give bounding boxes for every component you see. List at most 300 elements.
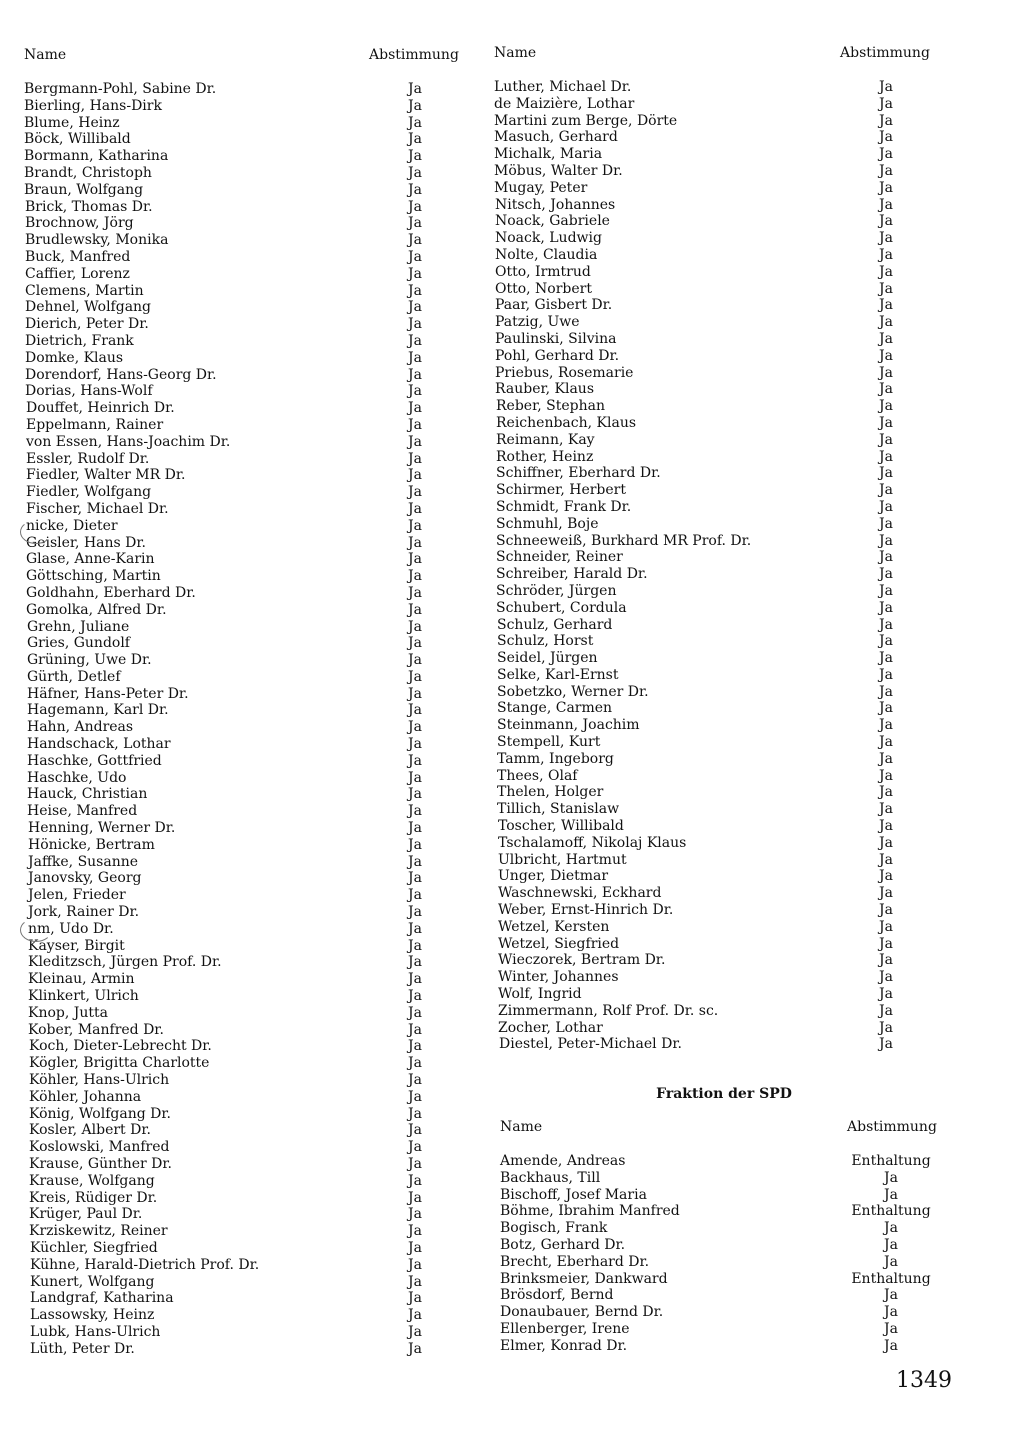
table-row bbox=[494, 801, 954, 818]
vote-value: Ja bbox=[879, 683, 893, 700]
member-name: Braun, Wolfgang bbox=[24, 181, 144, 198]
member-name: Backhaus, Till bbox=[500, 1169, 601, 1186]
vote-value: Ja bbox=[408, 1273, 422, 1290]
left-header-vote: Abstimmung bbox=[369, 47, 459, 63]
vote-value: Ja bbox=[408, 1189, 422, 1206]
member-name: Jork, Rainer Dr. bbox=[28, 904, 140, 921]
vote-value: Ja bbox=[408, 215, 422, 232]
table-row bbox=[24, 1173, 474, 1190]
table-row bbox=[494, 180, 954, 197]
vote-value: Ja bbox=[879, 515, 893, 532]
table-row bbox=[494, 717, 954, 734]
table-row bbox=[494, 1036, 954, 1053]
vote-value: Ja bbox=[884, 1169, 898, 1186]
vote-value: Ja bbox=[879, 230, 893, 247]
table-row bbox=[494, 516, 954, 533]
member-name: Martini zum Berge, Dörte bbox=[494, 112, 678, 129]
table-row bbox=[24, 719, 474, 736]
table-row bbox=[24, 837, 474, 854]
vote-value: Ja bbox=[408, 114, 422, 131]
vote-value: Ja bbox=[408, 349, 422, 366]
vote-value: Ja bbox=[408, 467, 422, 484]
vote-value: Ja bbox=[879, 633, 893, 650]
member-name: Kosler, Albert Dr. bbox=[29, 1122, 151, 1139]
member-name: Otto, Irmtrud bbox=[495, 263, 591, 280]
member-name: Hahn, Andreas bbox=[27, 719, 134, 736]
vote-value: Ja bbox=[879, 986, 893, 1003]
vote-value: Ja bbox=[408, 971, 422, 988]
table-row bbox=[494, 768, 954, 785]
table-row bbox=[494, 197, 954, 214]
vote-value: Ja bbox=[879, 465, 893, 482]
table-row bbox=[494, 566, 954, 583]
vote-value: Ja bbox=[879, 347, 893, 364]
vote-value: Ja bbox=[408, 635, 422, 652]
table-row bbox=[494, 650, 954, 667]
vote-value: Ja bbox=[879, 868, 893, 885]
table-row bbox=[494, 146, 954, 163]
table-row bbox=[494, 499, 954, 516]
vote-value: Ja bbox=[879, 280, 893, 297]
vote-value: Ja bbox=[879, 448, 893, 465]
member-name: Zimmermann, Rolf Prof. Dr. sc. bbox=[498, 1002, 719, 1019]
member-name: Koch, Dieter-Lebrecht Dr. bbox=[29, 1038, 212, 1055]
member-name: Dorendorf, Hans-Georg Dr. bbox=[25, 366, 217, 383]
vote-value: Ja bbox=[879, 498, 893, 515]
vote-value: Ja bbox=[408, 316, 422, 333]
member-name: Bischoff, Josef Maria bbox=[500, 1186, 647, 1203]
vote-value: Ja bbox=[408, 1340, 422, 1357]
table-row bbox=[494, 79, 954, 96]
vote-value: Ja bbox=[884, 1304, 898, 1321]
vote-value: Ja bbox=[408, 568, 422, 585]
vote-value: Ja bbox=[408, 1122, 422, 1139]
member-name: Bierling, Hans-Dirk bbox=[24, 97, 162, 114]
vote-value: Ja bbox=[879, 935, 893, 952]
vote-value: Ja bbox=[408, 584, 422, 601]
table-row bbox=[24, 417, 474, 434]
member-name: Thees, Olaf bbox=[497, 767, 578, 784]
table-row bbox=[24, 451, 474, 468]
member-name: Paar, Gisbert Dr. bbox=[495, 297, 613, 314]
table-row bbox=[494, 751, 954, 768]
vote-value: Ja bbox=[408, 769, 422, 786]
vote-value: Ja bbox=[408, 1206, 422, 1223]
vote-value: Ja bbox=[408, 601, 422, 618]
table-row bbox=[494, 449, 954, 466]
left-header-name: Name bbox=[24, 47, 67, 63]
vote-value: Ja bbox=[879, 79, 893, 95]
vote-value: Ja bbox=[408, 299, 422, 316]
vote-value: Ja bbox=[408, 282, 422, 299]
vote-value: Ja bbox=[879, 801, 893, 818]
vote-value: Ja bbox=[879, 582, 893, 599]
vote-value: Ja bbox=[879, 566, 893, 583]
table-row bbox=[24, 652, 474, 669]
vote-value: Ja bbox=[408, 702, 422, 719]
member-name: Botz, Gerhard Dr. bbox=[500, 1236, 626, 1253]
vote-value: Ja bbox=[879, 700, 893, 717]
vote-value: Ja bbox=[408, 736, 422, 753]
table-row bbox=[24, 820, 474, 837]
table-row bbox=[24, 954, 474, 971]
member-name: Tamm, Ingeborg bbox=[497, 750, 614, 767]
table-row bbox=[24, 1240, 474, 1257]
table-row bbox=[494, 852, 954, 869]
member-name: Lubk, Hans-Ulrich bbox=[30, 1323, 161, 1340]
member-name: Köhler, Hans-Ulrich bbox=[29, 1072, 170, 1089]
vote-value: Ja bbox=[879, 482, 893, 499]
member-name: Seidel, Jürgen bbox=[497, 650, 598, 667]
member-name: Jaffke, Susanne bbox=[28, 853, 139, 870]
table-row bbox=[24, 904, 474, 921]
member-name: Haschke, Udo bbox=[27, 769, 127, 786]
member-name: nicke, Dieter bbox=[26, 517, 118, 534]
member-name: Reichenbach, Klaus bbox=[496, 414, 637, 431]
vote-value: Ja bbox=[408, 752, 422, 769]
vote-value: Ja bbox=[408, 198, 422, 215]
table-row bbox=[24, 215, 474, 232]
member-name: Kunert, Wolfgang bbox=[30, 1273, 155, 1290]
table-row bbox=[24, 568, 474, 585]
member-name: Schubert, Cordula bbox=[496, 599, 627, 616]
member-name: Winter, Johannes bbox=[498, 969, 619, 986]
table-row bbox=[24, 383, 474, 400]
member-name: Grüning, Uwe Dr. bbox=[27, 652, 152, 669]
member-name: Reber, Stephan bbox=[496, 398, 605, 415]
vote-value: Ja bbox=[879, 549, 893, 566]
vote-value: Ja bbox=[884, 1287, 898, 1304]
vote-value: Ja bbox=[408, 1038, 422, 1055]
table-row bbox=[24, 770, 474, 787]
table-row bbox=[494, 381, 954, 398]
vote-value: Ja bbox=[408, 904, 422, 921]
member-name: Essler, Rudolf Dr. bbox=[26, 450, 150, 467]
vote-value: Ja bbox=[408, 1172, 422, 1189]
vote-value: Ja bbox=[879, 952, 893, 969]
vote-value: Ja bbox=[884, 1320, 898, 1337]
member-name: Dietrich, Frank bbox=[25, 332, 134, 349]
table-row bbox=[494, 667, 954, 684]
member-name: Fischer, Michael Dr. bbox=[26, 500, 169, 517]
member-name: Kleditzsch, Jürgen Prof. Dr. bbox=[28, 954, 222, 971]
member-name: Douffet, Heinrich Dr. bbox=[26, 400, 175, 417]
member-name: Knop, Jutta bbox=[28, 1004, 108, 1021]
vote-value: Ja bbox=[408, 450, 422, 467]
spd-column bbox=[500, 1119, 954, 1355]
vote-value: Ja bbox=[408, 786, 422, 803]
member-name: Dierich, Peter Dr. bbox=[25, 316, 149, 333]
member-name: Ulbricht, Hartmut bbox=[498, 851, 627, 868]
table-row bbox=[494, 885, 954, 902]
vote-value: Ja bbox=[879, 431, 893, 448]
table-row bbox=[24, 115, 474, 132]
vote-value: Ja bbox=[408, 1072, 422, 1089]
member-name: Rother, Heinz bbox=[496, 448, 594, 465]
vote-value: Ja bbox=[879, 330, 893, 347]
table-row bbox=[24, 887, 474, 904]
vote-value: Ja bbox=[408, 97, 422, 114]
member-name: Brandt, Christoph bbox=[24, 164, 152, 181]
table-row bbox=[24, 938, 474, 955]
vote-value: Ja bbox=[879, 1036, 893, 1053]
member-name: Unger, Dietmar bbox=[498, 868, 609, 885]
vote-value: Ja bbox=[408, 685, 422, 702]
spd-rows bbox=[500, 1153, 954, 1355]
table-row bbox=[494, 902, 954, 919]
member-name: de Maizière, Lothar bbox=[494, 95, 635, 112]
member-name: Schmuhl, Boje bbox=[496, 515, 599, 532]
member-name: nm, Udo Dr. bbox=[28, 920, 114, 937]
table-row bbox=[500, 1287, 954, 1304]
vote-value: Ja bbox=[408, 937, 422, 954]
table-row bbox=[24, 1089, 474, 1106]
table-row bbox=[24, 1206, 474, 1223]
vote-value: Ja bbox=[879, 918, 893, 935]
vote-value: Ja bbox=[879, 162, 893, 179]
vote-value: Ja bbox=[408, 1223, 422, 1240]
table-row bbox=[500, 1321, 954, 1338]
member-name: Glase, Anne-Karin bbox=[26, 551, 155, 568]
table-row bbox=[494, 784, 954, 801]
vote-value: Ja bbox=[879, 616, 893, 633]
member-name: Landgraf, Katharina bbox=[30, 1290, 174, 1307]
vote-value: Ja bbox=[879, 1002, 893, 1019]
table-row bbox=[24, 1055, 474, 1072]
vote-value: Ja bbox=[879, 750, 893, 767]
table-row bbox=[24, 1223, 474, 1240]
vote-value: Enthaltung bbox=[851, 1203, 931, 1220]
vote-value: Ja bbox=[879, 834, 893, 851]
table-row bbox=[24, 1324, 474, 1341]
member-name: Kleinau, Armin bbox=[28, 971, 135, 988]
vote-value: Ja bbox=[879, 734, 893, 751]
vote-value: Ja bbox=[408, 551, 422, 568]
member-name: von Essen, Hans-Joachim Dr. bbox=[26, 433, 231, 450]
member-name: Mugay, Peter bbox=[494, 179, 588, 196]
section-title-spd: Fraktion der SPD bbox=[656, 1086, 792, 1102]
member-name: Brösdorf, Bernd bbox=[500, 1287, 614, 1304]
member-name: Böck, Willibald bbox=[24, 131, 131, 148]
table-row bbox=[494, 264, 954, 281]
member-name: König, Wolfgang Dr. bbox=[29, 1105, 171, 1122]
table-row bbox=[494, 96, 954, 113]
vote-value: Ja bbox=[879, 381, 893, 398]
table-row bbox=[24, 602, 474, 619]
table-row bbox=[500, 1170, 954, 1187]
vote-value: Ja bbox=[884, 1236, 898, 1253]
member-name: Goldhahn, Eberhard Dr. bbox=[26, 584, 196, 601]
member-name: Otto, Norbert bbox=[495, 280, 592, 297]
table-row bbox=[494, 969, 954, 986]
vote-value: Ja bbox=[408, 853, 422, 870]
member-name: Bormann, Katharina bbox=[24, 148, 169, 165]
member-name: Kögler, Brigitta Charlotte bbox=[29, 1055, 210, 1072]
member-name: Häfner, Hans-Peter Dr. bbox=[27, 685, 189, 702]
table-row bbox=[24, 81, 474, 98]
table-row bbox=[24, 736, 474, 753]
vote-value: Ja bbox=[879, 1019, 893, 1036]
member-name: Möbus, Walter Dr. bbox=[494, 162, 623, 179]
table-row bbox=[24, 249, 474, 266]
table-row bbox=[24, 1307, 474, 1324]
member-name: Brochnow, Jörg bbox=[25, 215, 134, 232]
table-row bbox=[494, 297, 954, 314]
table-row bbox=[24, 669, 474, 686]
table-row bbox=[500, 1254, 954, 1271]
table-row bbox=[24, 921, 474, 938]
vote-value: Ja bbox=[879, 851, 893, 868]
vote-value: Ja bbox=[408, 988, 422, 1005]
table-row bbox=[24, 619, 474, 636]
member-name: Schirmer, Herbert bbox=[496, 482, 626, 499]
member-name: Böhme, Ibrahim Manfred bbox=[500, 1203, 680, 1220]
member-name: Köhler, Johanna bbox=[29, 1088, 142, 1105]
table-row bbox=[494, 684, 954, 701]
vote-value: Ja bbox=[408, 1139, 422, 1156]
member-name: Sobetzko, Werner Dr. bbox=[497, 683, 649, 700]
table-row bbox=[24, 1005, 474, 1022]
vote-value: Ja bbox=[408, 81, 422, 97]
table-row bbox=[24, 283, 474, 300]
table-row bbox=[24, 1038, 474, 1055]
vote-value: Ja bbox=[884, 1253, 898, 1270]
table-row bbox=[494, 365, 954, 382]
member-name: Clemens, Martin bbox=[25, 282, 144, 299]
vote-value: Ja bbox=[408, 433, 422, 450]
page-number: 1349 bbox=[896, 1368, 952, 1393]
right-header-name: Name bbox=[494, 45, 537, 61]
table-row bbox=[24, 434, 474, 451]
table-row bbox=[500, 1338, 954, 1355]
vote-value: Ja bbox=[408, 652, 422, 669]
table-row bbox=[24, 1257, 474, 1274]
vote-value: Ja bbox=[879, 297, 893, 314]
vote-value: Ja bbox=[879, 717, 893, 734]
member-name: Henning, Werner Dr. bbox=[28, 820, 176, 837]
vote-value: Ja bbox=[408, 836, 422, 853]
table-row bbox=[24, 1022, 474, 1039]
member-name: Diestel, Peter-Michael Dr. bbox=[499, 1036, 682, 1053]
table-row bbox=[494, 700, 954, 717]
table-row bbox=[24, 803, 474, 820]
member-name: Amende, Andreas bbox=[500, 1153, 626, 1169]
table-row bbox=[494, 482, 954, 499]
vote-value: Ja bbox=[408, 1239, 422, 1256]
table-row bbox=[24, 350, 474, 367]
member-name: Wetzel, Siegfried bbox=[498, 935, 620, 952]
member-name: Hauck, Christian bbox=[27, 786, 148, 803]
member-name: Thelen, Holger bbox=[497, 784, 604, 801]
vote-value: Ja bbox=[879, 263, 893, 280]
scan-mark bbox=[20, 520, 52, 544]
vote-value: Enthaltung bbox=[851, 1270, 931, 1287]
member-name: Janovsky, Georg bbox=[28, 870, 142, 887]
vote-value: Ja bbox=[879, 784, 893, 801]
table-row bbox=[24, 753, 474, 770]
vote-value: Ja bbox=[408, 131, 422, 148]
member-name: Krüger, Paul Dr. bbox=[29, 1206, 143, 1223]
vote-value: Ja bbox=[408, 517, 422, 534]
spd-table-header bbox=[500, 1119, 954, 1143]
vote-value: Ja bbox=[879, 129, 893, 146]
member-name: Nitsch, Johannes bbox=[495, 196, 616, 213]
table-row bbox=[24, 467, 474, 484]
member-name: Steinmann, Joachim bbox=[497, 717, 640, 734]
table-row bbox=[24, 535, 474, 552]
table-row bbox=[494, 1003, 954, 1020]
table-row bbox=[24, 1156, 474, 1173]
vote-value: Ja bbox=[879, 818, 893, 835]
member-name: Toscher, Willibald bbox=[498, 818, 624, 835]
member-name: Donaubauer, Bernd Dr. bbox=[500, 1304, 664, 1321]
member-name: Schröder, Jürgen bbox=[496, 582, 617, 599]
table-row bbox=[24, 299, 474, 316]
vote-value: Ja bbox=[408, 920, 422, 937]
table-row bbox=[494, 331, 954, 348]
table-row bbox=[494, 533, 954, 550]
member-name: Hönicke, Bertram bbox=[28, 836, 155, 853]
table-row bbox=[24, 1190, 474, 1207]
table-row bbox=[494, 868, 954, 885]
table-row bbox=[500, 1153, 954, 1170]
member-name: Wolf, Ingrid bbox=[498, 986, 582, 1003]
table-row bbox=[494, 600, 954, 617]
vote-value: Ja bbox=[408, 1290, 422, 1307]
table-row bbox=[24, 333, 474, 350]
member-name: Schiffner, Eberhard Dr. bbox=[496, 465, 661, 482]
table-row bbox=[24, 316, 474, 333]
table-row bbox=[24, 870, 474, 887]
member-name: Krziskewitz, Reiner bbox=[29, 1223, 168, 1240]
member-name: Eppelmann, Rainer bbox=[26, 416, 164, 433]
table-row bbox=[500, 1187, 954, 1204]
vote-value: Ja bbox=[879, 666, 893, 683]
table-row bbox=[24, 854, 474, 871]
vote-value: Ja bbox=[408, 232, 422, 249]
spd-header-vote: Abstimmung bbox=[847, 1119, 937, 1135]
vote-value: Ja bbox=[408, 181, 422, 198]
vote-value: Ja bbox=[879, 179, 893, 196]
member-name: Gomolka, Alfred Dr. bbox=[26, 601, 167, 618]
table-row bbox=[24, 484, 474, 501]
table-row bbox=[24, 1139, 474, 1156]
member-name: Gürth, Detlef bbox=[27, 668, 121, 685]
member-name: Klinkert, Ulrich bbox=[28, 988, 139, 1005]
vote-value: Ja bbox=[879, 969, 893, 986]
right-header-vote: Abstimmung bbox=[840, 45, 930, 61]
member-name: Selke, Karl-Ernst bbox=[497, 666, 619, 683]
member-name: Fiedler, Walter MR Dr. bbox=[26, 467, 186, 484]
vote-value: Ja bbox=[879, 398, 893, 415]
member-name: Stempell, Kurt bbox=[497, 734, 601, 751]
vote-value: Ja bbox=[884, 1220, 898, 1237]
member-name: Weber, Ernst-Hinrich Dr. bbox=[498, 902, 674, 919]
vote-value: Ja bbox=[884, 1186, 898, 1203]
vote-value: Ja bbox=[879, 146, 893, 163]
member-name: Tschalamoff, Nikolaj Klaus bbox=[498, 834, 687, 851]
member-name: Kober, Manfred Dr. bbox=[28, 1021, 164, 1038]
vote-value: Ja bbox=[408, 265, 422, 282]
table-row bbox=[24, 199, 474, 216]
vote-value: Ja bbox=[408, 332, 422, 349]
member-name: Elmer, Konrad Dr. bbox=[500, 1337, 628, 1354]
left-table-header bbox=[24, 47, 474, 71]
vote-value: Ja bbox=[879, 112, 893, 129]
vote-value: Ja bbox=[408, 383, 422, 400]
table-row bbox=[24, 98, 474, 115]
vote-value: Ja bbox=[408, 1307, 422, 1324]
